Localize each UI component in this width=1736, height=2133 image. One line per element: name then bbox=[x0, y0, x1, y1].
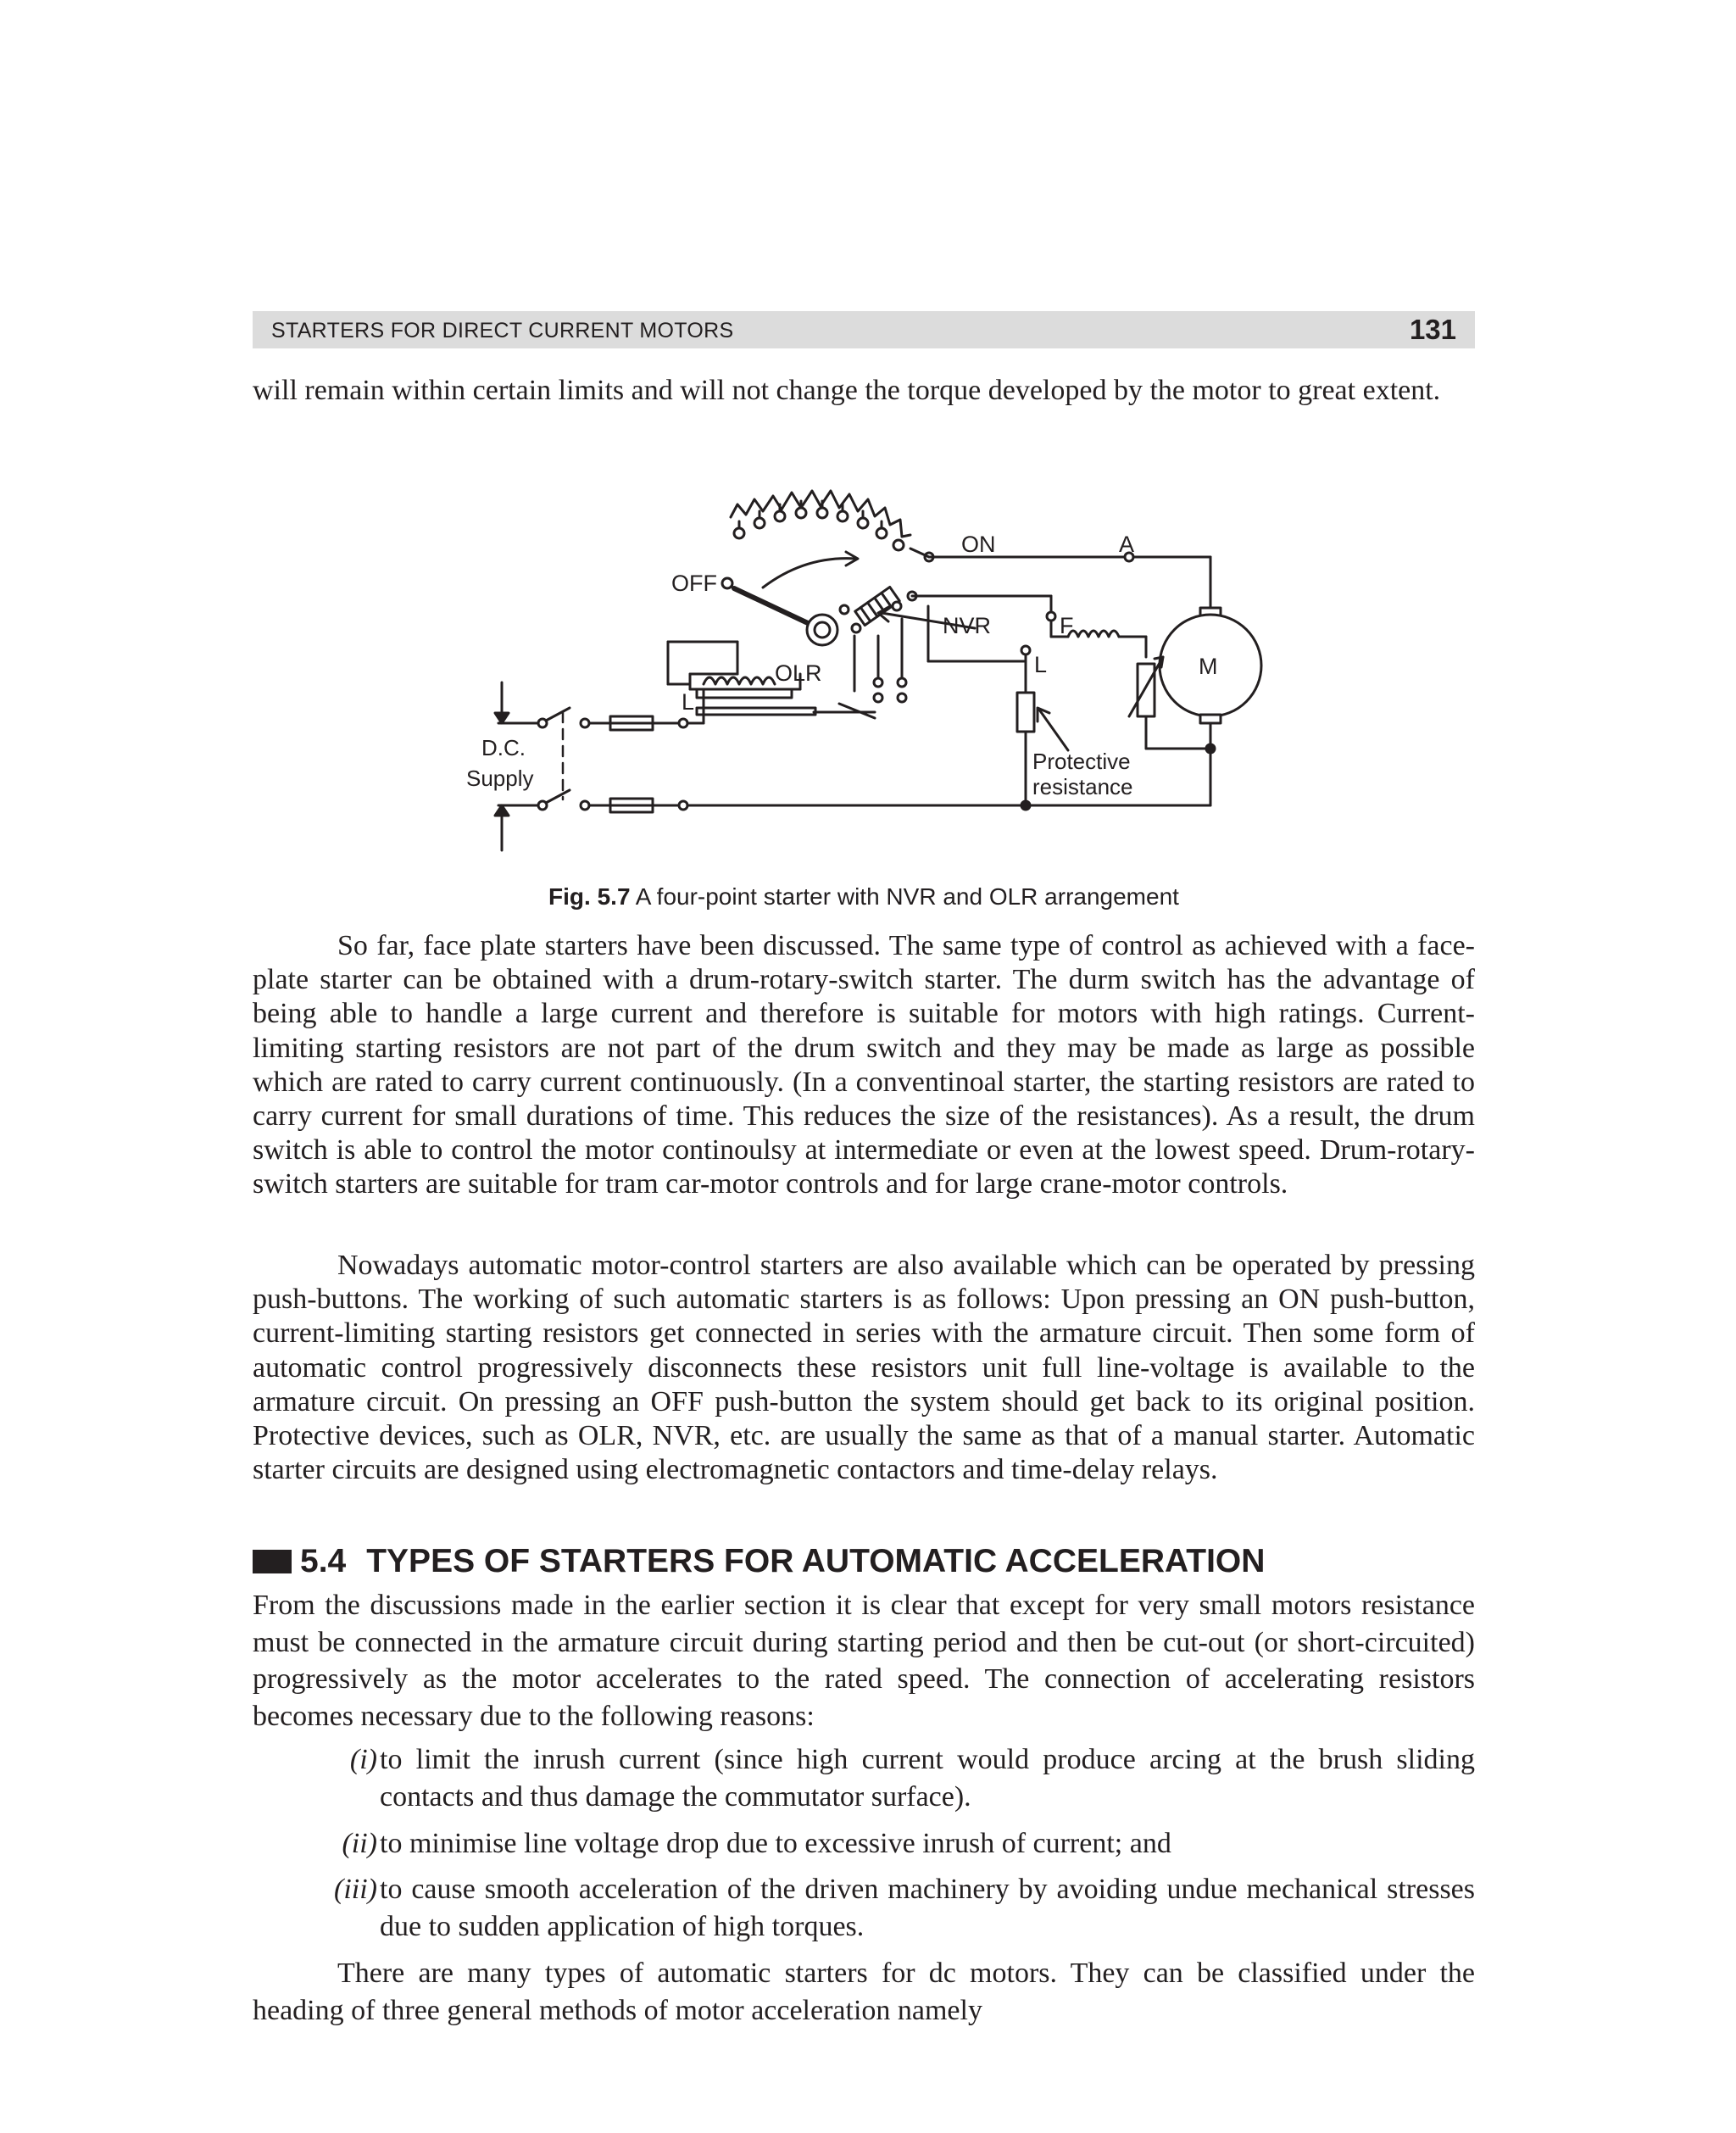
section-heading bbox=[253, 1542, 1265, 1581]
running-header-title: STARTERS FOR DIRECT CURRENT MOTORS bbox=[271, 319, 734, 343]
list-item-text: to limit the inrush current (since high current would produce arcing at the brush sliding contacts and thus damage the commutator surface). bbox=[380, 1744, 1475, 1813]
paragraph-1: will remain within certain limits and will not change the torque developed by the motor to great extent. bbox=[253, 375, 1441, 406]
list-item bbox=[253, 1741, 1475, 1815]
paragraph-5: There are many types of automatic starters for dc motors. They can be classified under the heading of three general methods of motor acceleration namely bbox=[253, 1958, 1475, 2026]
paragraph-2: So far, face plate starters have been discussed. The same type of control as achieved with a face-plate starter can be obtained with a drum-rotary-switch starter. The durm switch has the advantage of being able to handle a large current and therefore is suitable for motors with high ratings. Current-limiting starting resistors are not part of the drum switch and they may be made as large as possible which are rated to carry current continuously. (In a conventinoal starter, the starting resistors are rated to carry current for small durations of time. This reduces the size of the resistances). As a result, the drum switch is able to control the motor continoulsy at intermediate or even at the lowest speed. Drum-rotary-switch starters are suitable for tram car-motor controls and for large crane-motor controls. bbox=[253, 930, 1475, 1200]
off-stud bbox=[722, 578, 732, 588]
figure-caption bbox=[253, 883, 1475, 911]
field-winding bbox=[1068, 631, 1119, 637]
label-off: OFF bbox=[671, 571, 717, 596]
label-on: ON bbox=[961, 532, 996, 557]
paragraph-4: From the discussions made in the earlier section it is clear that except for very small motors resistance must be connected in the armature circuit during starting period and then be cut-out (or short-circuited) progressively as the motor accelerates to the rated speed. The connection of accelerating resistors becomes necessary due to the following reasons: bbox=[253, 1590, 1475, 1732]
protective-resistor bbox=[1017, 693, 1034, 732]
list-item bbox=[253, 1825, 1475, 1863]
list-item-number: (iii) bbox=[334, 1874, 377, 1905]
label-dc: D.C. bbox=[481, 735, 526, 760]
figure-four-point-starter bbox=[458, 471, 1271, 860]
label-m: M bbox=[1199, 654, 1218, 679]
label-a: A bbox=[1119, 532, 1135, 557]
label-protective: Protective bbox=[1032, 749, 1131, 774]
figure-caption-text: A four-point starter with NVR and OLR arrangement bbox=[635, 883, 1179, 910]
figure-number: Fig. 5.7 bbox=[548, 883, 631, 910]
list-item-text: to minimise line voltage drop due to excessive inrush of current; and bbox=[380, 1828, 1171, 1859]
heading-marker-icon bbox=[253, 1550, 292, 1573]
list-item bbox=[253, 1871, 1475, 1945]
olr-coil bbox=[704, 677, 775, 684]
field-rheostat bbox=[1138, 664, 1155, 716]
running-header bbox=[253, 311, 1475, 348]
label-olr: OLR bbox=[775, 660, 822, 686]
label-supply: Supply bbox=[466, 766, 534, 791]
list-item-number: (ii) bbox=[342, 1828, 377, 1859]
paragraph-3: Nowadays automatic motor-control starters are also available which can be operated by pressing push-buttons. The working of such automatic starters is as follows: Upon pressing an ON push-button, current-limiting starting resistors get connected in series with the armature circuit. Then some form of automatic control progressively disconnects these resistors unit full line-voltage is available to the armature circuit. On pressing an OFF push-button the system should get back to its original position. Protective devices, such as OLR, NVR, etc. are usually the same as that of a manual starter. Automatic starter circuits are designed using electromagnetic contactors and time-delay relays. bbox=[253, 1250, 1475, 1486]
section-number: 5.4 bbox=[300, 1543, 347, 1579]
page-number: 131 bbox=[1409, 314, 1456, 345]
label-l-top: L bbox=[1034, 652, 1048, 677]
label-nvr: NVR bbox=[943, 613, 992, 638]
starter-circuit-diagram bbox=[458, 471, 1271, 860]
label-resistance: resistance bbox=[1032, 774, 1133, 799]
label-f: F bbox=[1060, 613, 1074, 638]
label-l-left: L bbox=[682, 689, 695, 715]
list-item-text: to cause smooth acceleration of the driven machinery by avoiding undue mechanical stresses due to sudden application of high torques. bbox=[380, 1874, 1475, 1942]
list-item-number: (i) bbox=[349, 1744, 377, 1775]
section-title: TYPES OF STARTERS FOR AUTOMATIC ACCELERATION bbox=[366, 1543, 1266, 1579]
